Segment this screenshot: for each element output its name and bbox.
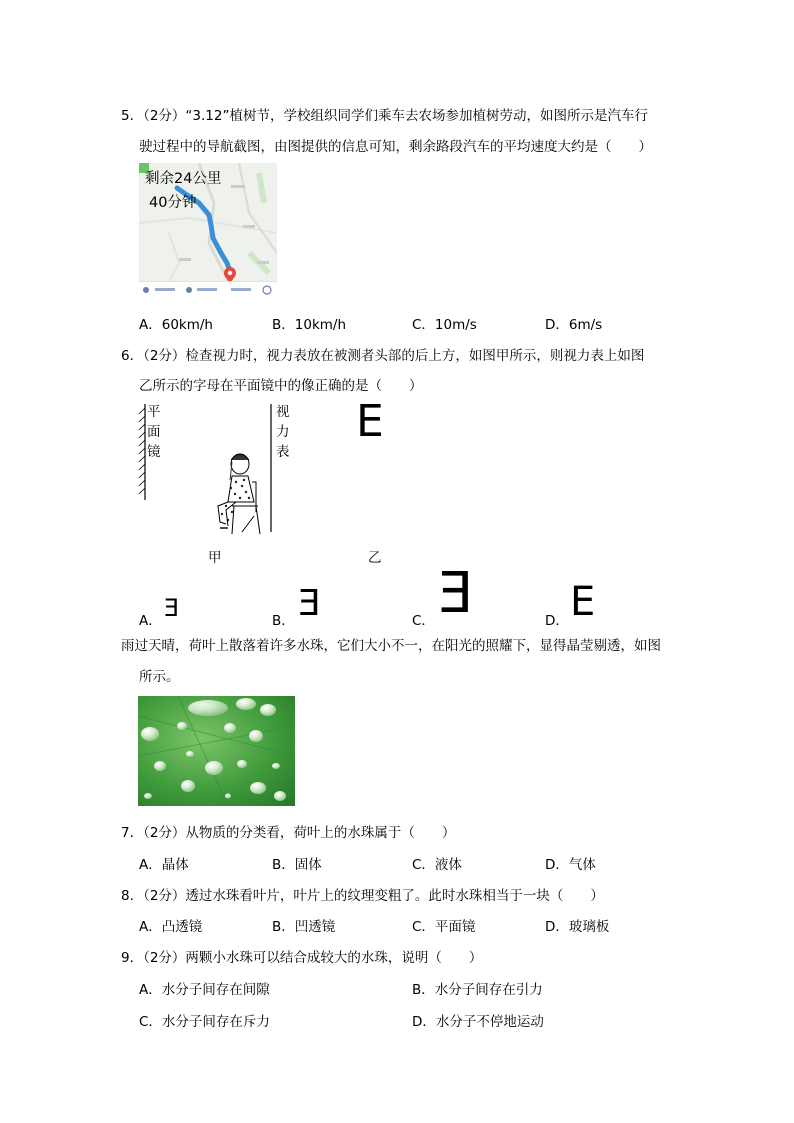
mirror-label-char-1: 平 [147,404,161,420]
q9-option-d[interactable]: D．水分子不停地运动 [412,1014,544,1030]
chart-label-char-3: 表 [276,444,290,460]
q6-stem-line2: 乙所示的字母在平面镜中的像正确的是（ ） [139,378,423,394]
q5-option-a[interactable]: A．60km/h [139,317,213,333]
q7-option-d[interactable]: D．气体 [545,857,596,873]
navigation-map-screenshot [139,163,277,299]
q7-option-c[interactable]: C．液体 [412,857,462,873]
mirror-label-char-2: 面 [147,424,161,440]
chart-label-char-2: 力 [276,424,290,440]
q6-option-c-label[interactable]: C． [412,613,435,629]
passage-line1: 雨过天晴，荷叶上散落着许多水珠，它们大小不一，在阳光的照耀下，显得晶莹剔透，如图 [121,638,661,654]
q6-option-d-label[interactable]: D． [545,613,569,629]
figure-jia-caption: 甲 [208,550,222,566]
chart-label-char-1: 视 [276,404,290,420]
mirror-label [147,402,163,462]
seated-person-illustration [218,454,260,534]
q8-option-d[interactable]: D．玻璃板 [545,919,610,935]
map-bottom-icons [139,282,277,299]
q6-option-c-glyph[interactable]: E [438,561,474,626]
q9-stem: 9．（2分）两颗小水珠可以结合成较大的水珠，说明（ ） [121,950,483,966]
q5-option-c[interactable]: C．10m/s [412,317,477,333]
q8-option-c[interactable]: C．平面镜 [412,919,476,935]
q6-option-d-glyph[interactable]: E [570,579,596,625]
q6-option-b-label[interactable]: B． [272,613,295,629]
q6-option-a-glyph[interactable]: E [164,594,180,622]
passage-line2: 所示。 [139,669,180,685]
q9-option-a[interactable]: A．水分子间存在间隙 [139,982,270,998]
q8-option-a[interactable]: A．凸透镜 [139,919,203,935]
map-remaining-time: 40分钟 [149,195,197,211]
eye-chart-label [276,402,292,462]
figure-yi-letter-e: E [356,396,384,447]
mirror-label-char-3: 镜 [147,444,161,460]
q8-option-b[interactable]: B．凹透镜 [272,919,336,935]
q7-option-a[interactable]: A．晶体 [139,857,189,873]
lotus-leaf-water-droplets-photo [138,696,295,806]
q5-stem-line1: 5．（2分）“3.12”植树节，学校组织同学们乘车去农场参加植树劳动，如图所示是汽车行 [121,108,648,124]
q7-stem: 7．（2分）从物质的分类看，荷叶上的水珠属于（ ） [121,825,456,841]
q9-option-b[interactable]: B．水分子间存在引力 [412,982,543,998]
q5-stem-line2: 驶过程中的导航截图，由图提供的信息可知，剩余路段汽车的平均速度大约是（ ） [139,139,652,155]
map-bottom-bar [139,281,277,299]
q6-option-b-glyph[interactable]: E [298,583,321,624]
q8-stem: 8．（2分）透过水珠看叶片，叶片上的纹理变粗了。此时水珠相当于一块（ ） [121,888,604,904]
q7-option-b[interactable]: B．固体 [272,857,322,873]
q6-option-a-label[interactable]: A． [139,613,162,629]
q5-option-b[interactable]: B．10km/h [272,317,347,333]
q5-option-d[interactable]: D．6m/s [545,317,603,333]
map-remaining-distance: 剩余24公里 [145,171,222,187]
q6-stem-line1: 6．（2分）检查视力时，视力表放在被测者头部的后上方，如图甲所示，则视力表上如图 [121,348,645,364]
q9-option-c[interactable]: C．水分子间存在斥力 [139,1014,270,1030]
figure-yi-caption: 乙 [368,550,382,566]
